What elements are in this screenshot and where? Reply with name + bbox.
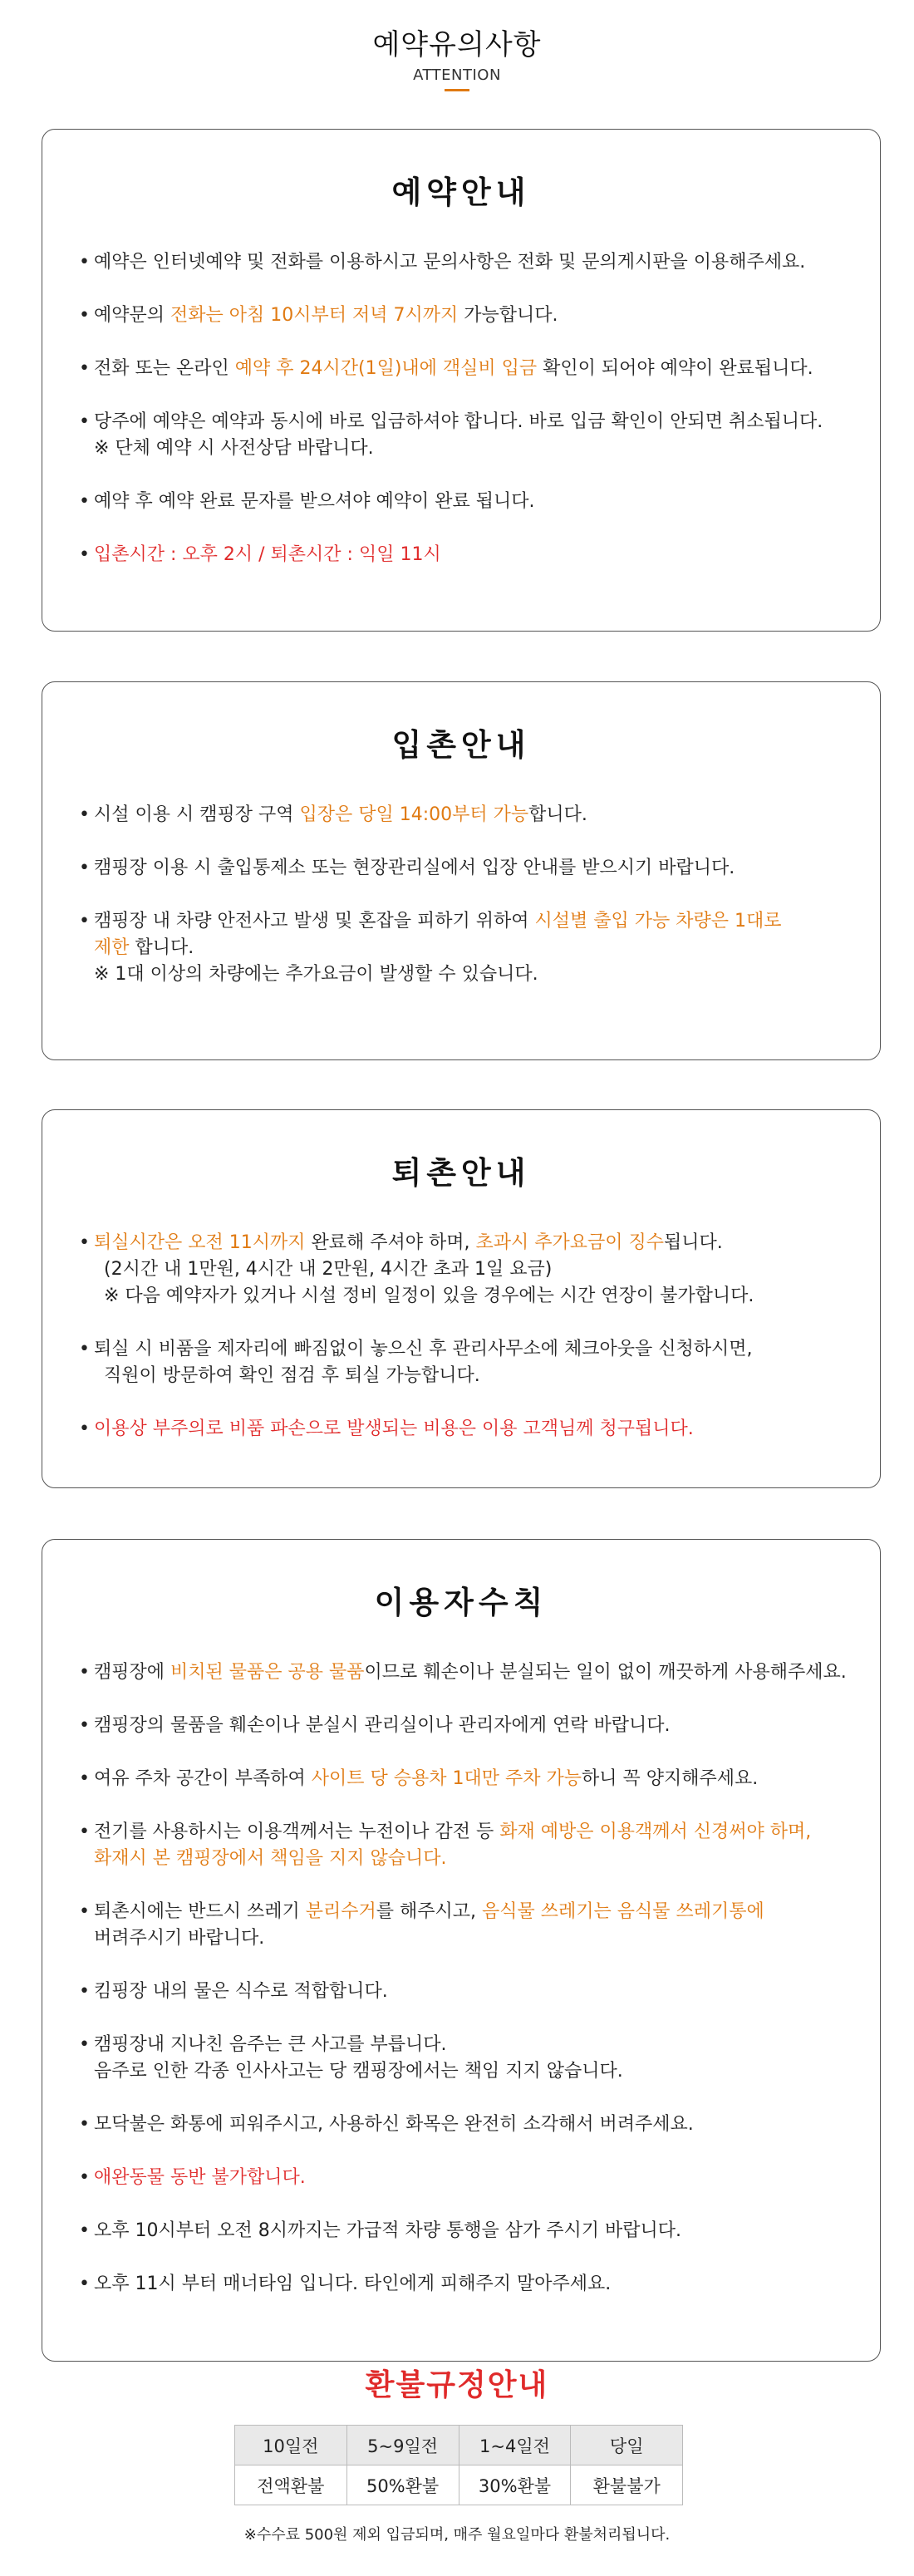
list-item: • 캠핑장내 지나친 음주는 큰 사고를 부릅니다. 음주로 인한 각종 인사사고는 당 캠핑장에서는 책임 지지 않습니다. [84, 2032, 882, 2085]
table-cell: 환불불가 [571, 2465, 683, 2505]
list-item: • 캠핑장 이용 시 출입통제소 또는 현장관리실에서 입장 안내를 받으시기 바랍니다. [84, 855, 882, 882]
table-row [235, 2465, 683, 2505]
list-item: • 캠핑장의 물품을 훼손이나 분실시 관리실이나 관리자에게 연락 바랍니다. [84, 1713, 882, 1739]
list-item: • 시설 이용 시 캠핑장 구역 입장은 당일 14:00부터 가능합니다. [84, 802, 882, 828]
checkin-title: 입촌안내 [391, 727, 531, 763]
list-item: • 오후 11시 부터 매너타임 입니다. 타인에게 피해주지 말아주세요. [84, 2271, 882, 2298]
refund-table [234, 2425, 683, 2505]
list-item: • 여유 주차 공간이 부족하여 사이트 당 승용차 1대만 주차 가능하니 꼭 양지해주세요. [84, 1766, 882, 1792]
list-item: • 퇴실시간은 오전 11시까지 완료해 주셔야 하며, 초과시 추가요금이 징수됩니다. (2시간 내 1만원, 4시간 내 2만원, 4시간 초과 1일 요금) ※ 다음 예약자가 있거나 시설 정비 일정이 있을 경우에는 시간 연장이 불가합니다. [84, 1230, 882, 1310]
list-item: • 이용상 부주의로 비품 파손으로 발생되는 비용은 이용 고객님께 청구됩니다. [84, 1416, 882, 1443]
page-header [0, 25, 914, 91]
table-header-cell: 1~4일전 [459, 2426, 571, 2465]
list-item: • 캠핑장 내 차량 안전사고 발생 및 혼잡을 피하기 위하여 시설별 출입 가능 차량은 1대로 제한 합니다. ※ 1대 이상의 차량에는 추가요금이 발생할 수 있습니다. [84, 908, 882, 988]
list-item: • 오후 10시부터 오전 8시까지는 가급적 차량 통행을 삼가 주시기 바랍니다. [84, 2218, 882, 2244]
list-item: • 전화 또는 온라인 예약 후 24시간(1일)내에 객실비 입금 확인이 되어야 예약이 완료됩니다. [84, 356, 882, 382]
table-cell: 50%환불 [346, 2465, 459, 2505]
list-item: • 입촌시간 : 오후 2시 / 퇴촌시간 : 익일 11시 [84, 542, 882, 568]
checkout-title: 퇴촌안내 [391, 1155, 531, 1191]
rules-title: 이용자수칙 [374, 1585, 548, 1620]
list-item: • 예약은 인터넷예약 및 전화를 이용하시고 문의사항은 전화 및 문의게시판을 이용해주세요. [84, 249, 882, 276]
list-item: • 퇴촌시에는 반드시 쓰레기 분리수거를 해주시고, 음식물 쓰레기는 음식물 쓰레기통에 버려주시기 바랍니다. [84, 1899, 882, 1952]
page-title: 예약유의사항 [372, 28, 542, 61]
list-item: • 예약문의 전화는 아침 10시부터 저녁 7시까지 가능합니다. [84, 302, 882, 329]
table-header-cell: 10일전 [235, 2426, 347, 2465]
list-item: • 애완동물 동반 불가합니다. [84, 2165, 882, 2191]
table-cell: 전액환불 [235, 2465, 347, 2505]
list-item: • 퇴실 시 비품을 제자리에 빠짐없이 놓으신 후 관리사무소에 체크아웃을 신청하시면, 직원이 방문하여 확인 점검 후 퇴실 가능합니다. [84, 1336, 882, 1389]
table-header-cell: 당일 [571, 2426, 683, 2465]
checkout-section [42, 1109, 881, 1488]
checkin-section [42, 681, 881, 1060]
title-underline [445, 89, 469, 91]
table-cell: 30%환불 [459, 2465, 571, 2505]
refund-title: 환불규정안내 [365, 2368, 549, 2402]
table-row [235, 2426, 683, 2465]
rules-section [42, 1539, 881, 2362]
refund-note: ※수수료 500원 제외 입금되며, 매주 월요일마다 환불처리됩니다. [243, 2526, 671, 2544]
reservation-title: 예약안내 [391, 175, 531, 210]
page-subtitle: ATTENTION [413, 66, 501, 84]
list-item: • 킴핑장 내의 물은 식수로 적합합니다. [84, 1979, 882, 2005]
list-item: • 당주에 예약은 예약과 동시에 바로 입금하셔야 합니다. 바로 입금 확인이 안되면 취소됩니다. ※ 단체 예약 시 사전상담 바랍니다. [84, 409, 882, 462]
list-item: • 예약 후 예약 완료 문자를 받으셔야 예약이 완료 됩니다. [84, 489, 882, 515]
table-header-cell: 5~9일전 [346, 2426, 459, 2465]
list-item: • 캠핑장에 비치된 물품은 공용 물품이므로 훼손이나 분실되는 일이 없이 깨끗하게 사용해주세요. [84, 1659, 882, 1686]
reservation-section [42, 129, 881, 632]
list-item: • 전기를 사용하시는 이용객께서는 누전이나 감전 등 화재 예방은 이용객께서 신경써야 하며, 화재시 본 캠핑장에서 책임을 지지 않습니다. [84, 1819, 882, 1872]
list-item: • 모닥불은 화통에 피워주시고, 사용하신 화목은 완전히 소각해서 버려주세요. [84, 2111, 882, 2138]
